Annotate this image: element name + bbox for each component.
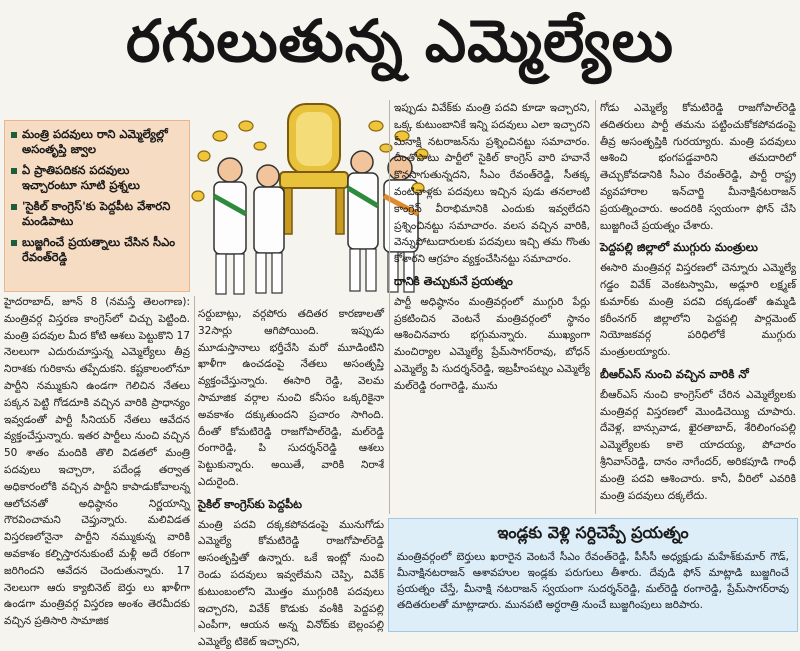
politicians-left-icon [214,158,284,294]
sidebar-box [388,518,798,632]
summary-item [11,163,183,193]
summary-item [11,127,183,157]
bullet-icon [11,168,17,174]
headline: రగులుతున్న ఎమ్మెల్యేలు [126,6,674,75]
column-3-subhead: దానికి తెచ్చుకునే ప్రయత్నం [394,273,513,288]
summary-text: మంత్రి పదవులు రాని ఎమ్మెల్యేల్లో అసంతృప్తి జ్వాల [22,127,168,156]
sidebar-box-body: మంత్రివర్గంలో బెర్తులు ఖరారైన వెంటనే సీఎం రేవంత్‌రెడ్డి, పీసీసీ అధ్యక్షుడు మహేశ్‌కుమార్ గౌడ్, మీనాక్షినటరాజన్ ఆశావహుల ఇండ్లకు పరుగులు తీశారు. దేవుడి ఫోన్ మాట్లాడి బుజ్జగించే ప్రయత్నం చేస్తే, మీనాక్షి నటరాజన్ స్వయంగా సుదర్శన్‌రెడ్డి, మల్‌రెడ్డి రంగారెడ్డి, ప్రేమ్‌సాగర్‌రావు తదితరులతో మాట్లాడారు. మునపటి అర్ధరాత్రి నుంచే బుజ్జగింపులు జరిపారు. [397,551,789,611]
bullet-icon [11,132,17,138]
column-4-body-1: ఈసారి మంత్రివర్గ విస్తరణలో చెన్నూరు ఎమ్మెల్యే గడ్డం వివేక్ వెంకటస్వామి, అడ్లూరి లక్ష్మణ్ కుమార్‌కు మంత్రి పదవి దక్కడంతో ఉమ్మడి కరీంనగర్ జిల్లాలోని పెద్దపల్లి పార్లమెంట్ నియోజకవర్గ పరిధిలోకే ముగ్గురు మంత్రులయ్యారు. [600,262,796,359]
column-4-body-2: బీఆర్‌ఎస్ నుంచి కాంగ్రెస్‌లో చేరిన ఎమ్మెల్యేలకు మంత్రివర్గ విస్తరణలో మొండిచెయ్యి చూపారు. దేవెళ్ల, బాన్సువాడ, ఖైరతాబాద్, శేరిలింగంపల్లి ఎమ్మెల్యేలకు కాలె యాదయ్య, పోచారం శ్రీనివాస్‌రెడ్డి, దానం నాగేందర్, అరికపూడి గాంధీ మంత్రి పదవి ఆశించారు. కానీ, వీరిలో ఎవరికి మంత్రి పదవులు దక్కలేదు. [600,388,796,502]
throne-icon [280,104,348,234]
summary-box [4,120,190,292]
bullet-icon [11,240,17,246]
column-4 [600,100,796,514]
summary-item [11,235,183,265]
column-4-subhead-1: పెద్దపల్లి జిల్లాలో ముగ్గురు మంత్రులు [600,240,758,255]
column-4-lead: గోడు ఎమ్మెల్యే కోమటిరెడ్డి రాజగోపాల్‌రెడ్డి తదితరులు పార్టీ తమను పట్టించుకోకపోవడంపై తీవ్ర అసంతృప్తికి గురయ్యారు. మంత్రి పదవులు ఆశించి భంగపడ్డవారిని తమదారిలో తెచ్చుకోవడానికి సీఎం రేవంత్‌రెడ్డి, పార్టీ రాష్ట్ర వ్యవహారాల ఇన్‌చార్జి మీనాక్షినటరాజన్ ప్రయత్నించారు. అందరికి స్వయంగా ఫోన్ చేసి బుజ్జగించే ప్రయత్నం చేశారు. [600,102,796,232]
column-1-text: హైదరాబాద్, జూన్ 8 (నమస్తే తెలంగాణ): మంత్రివర్గ విస్తరణ కాంగ్రెస్‌లో చిచ్చు పెట్టింది. మంత్రి పదవుల మీద కోటి ఆశలు పెట్టుకొని 17 నెలలుగా ఎదురుచూస్తున్న ఎమ్మెల్యేలు తీవ్ర నిరాశకు గురికాను తప్పేదుకని. కష్టకాలంలోనూ పార్టీని నమ్ముకుని ఉండగా గెలిచిన నేతలు పక్కన పెట్టి గోడదూకి వచ్చిన వారికి ప్రాధాన్యం ఇవ్వడంతో పార్టీ సీనియర్ నేతలు ఆవేదన వ్యక్తంచేస్తున్నారు. ఇతర పార్టీలు నుంచి వచ్చిన 50 శాతం మందికి తొలి విడతలో మంత్రి పదవులు ఇచ్చారా, పదేండ్ల తర్వాత అధికారంలోకి వచ్చిన పార్టీని కాపాడుకోవాలన్న ఆలోచనతో అధిష్ఠానం నిర్ణయాన్ని గౌరవించామని చెప్తున్నారు. మలివిడత విస్తరణలోనైనా పార్టీని నమ్ముకున్న వారికి అవకాశం కల్పిస్తారనుకుంటే మళ్లీ అదే రకంగా జరిగిందని ఆవేదన చెందుతున్నారు. 17 నెలలుగా ఆరు క్యాబినెట్ బెర్తు లు ఖాళీగా ఉండగా మంత్రివర్గ విస్తరణ అంశం తెరమీదకు వచ్చిన ప్రతిసారి సామాజిక [4,296,190,628]
sidebar-box-title: ఇండ్లకు వెళ్లి సర్దిచెప్పే ప్రయత్నం [497,523,689,542]
column-1 [4,294,190,632]
column-2-subhead: సైకిల్ కాంగ్రెస్‌కు పెద్దపీట [198,496,303,511]
column-4-subhead-2: బీఆర్‌ఎస్ నుంచి వచ్చిన వారికి నో [600,366,749,381]
column-2-lead: సర్దుబాట్లు, వర్గపోరు తదితర కారణాలతో 32సార్లు ఆగిపోయింది. ఇప్పుడు మూడుస్తానాలు భర్తీచేసి మరో మూడింటిని ఖాళీగా ఉంచడంపై నేతలు అసంతృప్తి వ్యక్తంచేస్తున్నారు. ఈసారి రెడ్డి, వెలమ సామాజిక వర్గాల నుంచి కనీసం ఒక్కరికైనా అవకాశం దక్కుతుందని ప్రచారం సాగింది. దీంతో కోమటిరెడ్డి రాజగోపాల్‌రెడ్డి, మల్‌రెడ్డి రంగారెడ్డి, పి సుదర్శన్‌రెడ్డి ఆశలు పెట్టుకున్నారు. అయితే, వారికి నిరాశే ఎదురైంది. [198,308,384,488]
column-divider [595,100,596,514]
bullet-icon [11,204,17,210]
column-3-body: పార్టీ అధిష్ఠానం మంత్రివర్గంలో ముగ్గురి పేర్లు ప్రకటించిన వెంటనే మంత్రివర్గంలో స్థానం ఆశించినవారు భగ్గుమన్నారు. ముఖ్యంగా మంచిర్యాల ఎమ్మెల్యే ప్రేమ్‌సాగర్‌రావు, బోధన్ ఎమ్మెల్యే పి సుదర్శన్‌రెడ్డి, ఇబ్రహీంపట్నం ఎమ్మెల్యే మల్‌రెడ్డి రంగారెడ్డి, మును [394,295,590,392]
summary-item [11,199,183,229]
column-divider [389,100,390,514]
summary-text: బుజ్జగించే ప్రయత్నాలు చేసిన సీఎం రేవంత్‌రెడ్డి [22,235,176,264]
column-3 [394,100,590,514]
column-3-lead: ఇప్పుడు వివేక్‌కు మంత్రి పదవి కూడా ఇచ్చారని, ఒక్క కుటుంబానికే ఇన్ని పదవులు ఎలా ఇచ్చారని మీనాక్షి నటరాజన్‌ను ప్రశ్నించినట్టు సమాచారం. దీంతోపాటు పార్టీలో సైకిల్ కాంగ్రెస్ వారి హవానే కొనసాగుతున్నదని, సీఎం రేవంత్‌రెడ్డి, సీతక్క వంటివాళ్లకు పదవులు ఇచ్చిన పుడు తనలాంటి కాంగ్రెస్ వీరాభిమానికి ఎందుకు ఇవ్వలేదని ప్రశ్నించినట్టు సమాచారం. వలస వచ్చిన వారికి, వెన్నుపోటుదారులకు పదవులు ఇచ్చి తమ గొంతు కోశారని ఆగ్రహం వ్యక్తంచేసినట్టు సమాచారం. [394,102,590,266]
summary-text: ఏ ప్రాతిపదికన పదవులు ఇచ్చారంటూ సూటి ప్రశ్నలు [22,163,140,192]
column-2 [198,306,384,649]
summary-text: 'సైకిల్ కాంగ్రెస్'కు పెద్దపీట వేశారని మండిపాటు [22,199,171,228]
column-2-body: మంత్రి పదవి దక్కకపోవడంపై మునుగోడు ఎమ్మెల్యే కోమటిరెడ్డి రాజగోపాల్‌రెడ్డి అసంతృప్తితో ఉన్నారు. ఒకే ఇంట్లో నుంచి రెండు పదవులు ఇవ్వలేమని చెప్పి, వివేక్ కుటుంబంలోని మొత్తం ముగ్గురికి పదవులు ఇచ్చారని, వివేక్ కొడుకు వంశీకి పెద్దపల్లి ఎంపీగా, ఆయన అన్న వినోద్‌కు బెల్లంపల్లి ఎమ్మెల్యే టికెట్ ఇచ్చారని, [198,518,384,649]
column-divider [194,296,195,632]
